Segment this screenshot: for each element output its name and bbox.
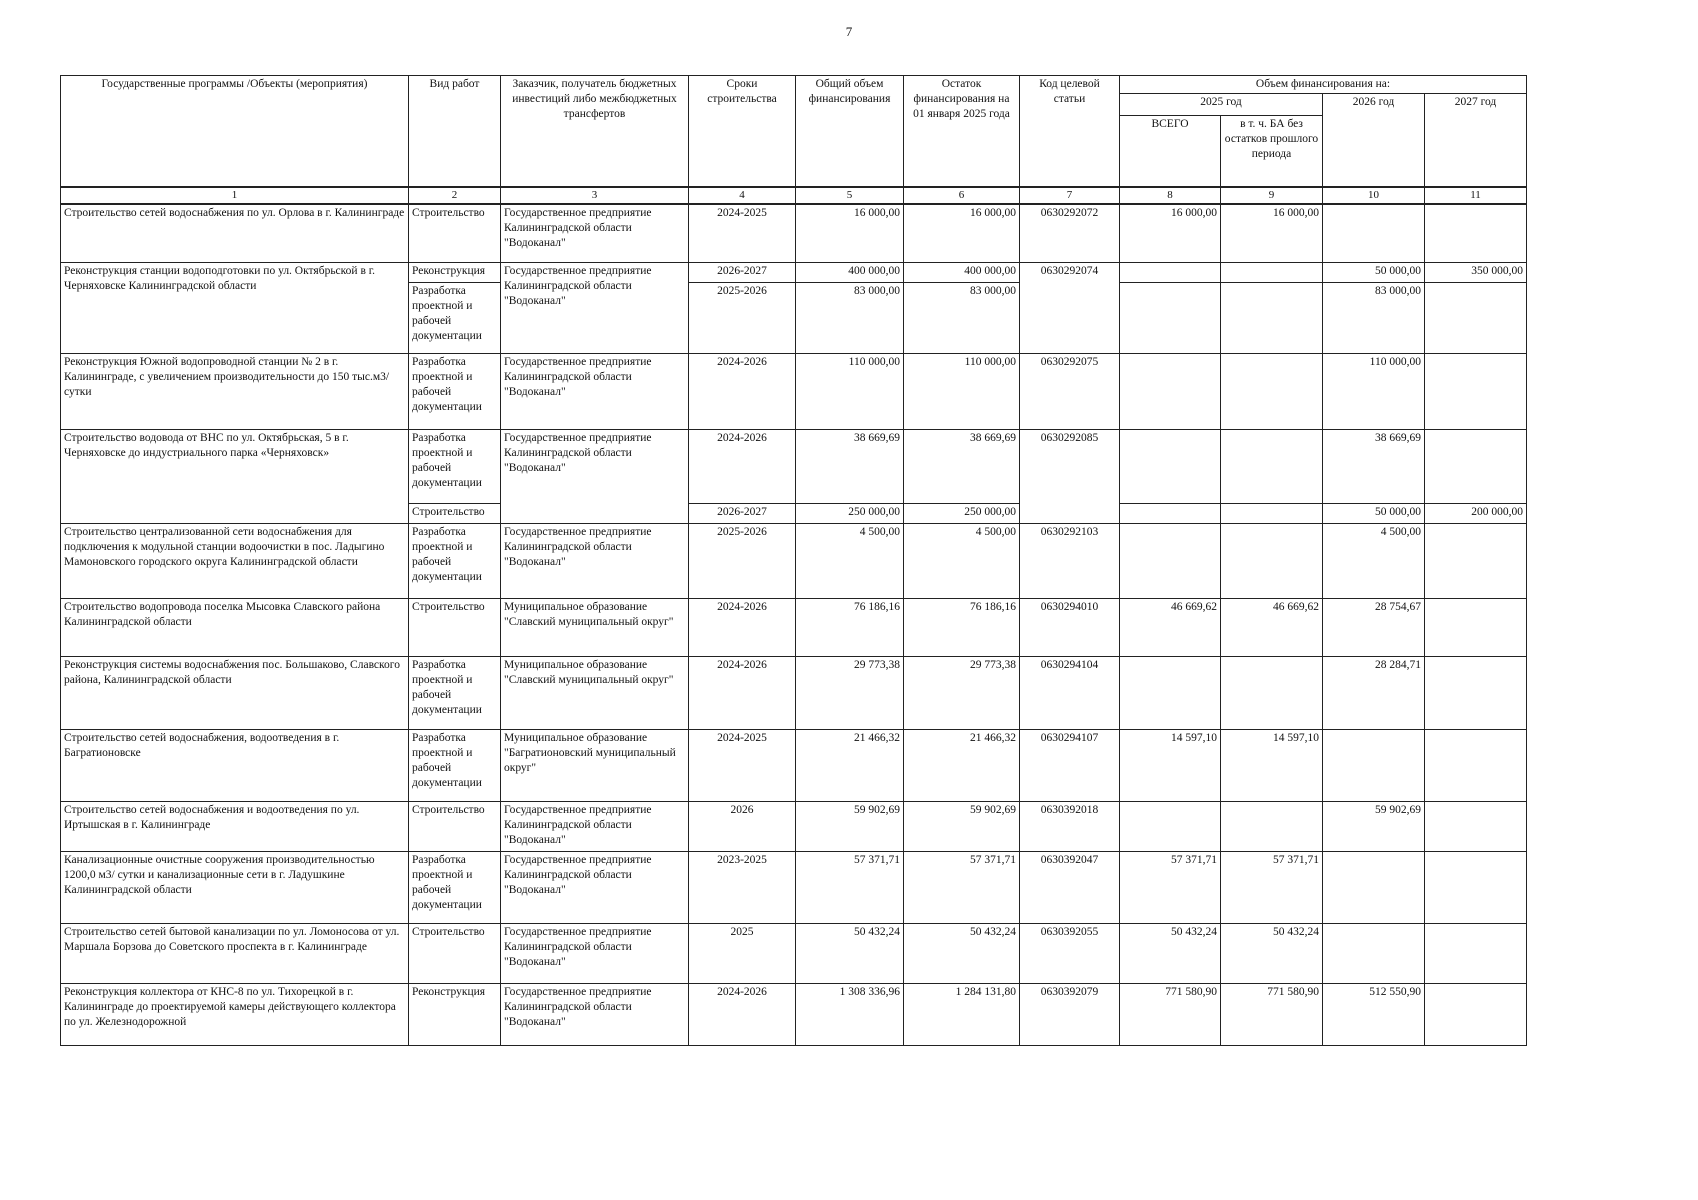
table-row (61, 657, 1527, 730)
remainder-amount: 57 371,71 (904, 852, 1020, 924)
terms: 2024-2026 (689, 354, 796, 430)
customer: Государственное предприятие Калининградской области "Водоканал" (501, 354, 689, 430)
total-amount: 16 000,00 (796, 204, 904, 263)
column-number: 8 (1120, 187, 1221, 203)
amount-2025: 57 371,71 (1120, 852, 1221, 924)
table-body (61, 204, 1527, 1046)
terms: 2026 (689, 802, 796, 852)
table-row (61, 730, 1527, 802)
customer: Государственное предприятие Калининградской области "Водоканал" (501, 430, 689, 524)
table-row (61, 430, 1527, 504)
target-code: 0630392018 (1020, 802, 1120, 852)
terms: 2026-2027 (689, 504, 796, 524)
amount-2026: 512 550,90 (1323, 984, 1425, 1046)
amount-2025-ba: 46 669,62 (1221, 599, 1323, 657)
amount-2025-ba: 16 000,00 (1221, 204, 1323, 263)
column-number: 11 (1425, 187, 1527, 203)
table-header (61, 76, 1527, 204)
amount-2027 (1425, 730, 1527, 802)
header-ba: в т. ч. БА без остатков прошлого периода (1221, 115, 1323, 187)
terms: 2025-2026 (689, 283, 796, 354)
amount-2026: 28 754,67 (1323, 599, 1425, 657)
total-amount: 76 186,16 (796, 599, 904, 657)
header-work-type: Вид работ (409, 76, 501, 188)
object-name: Реконструкция Южной водопроводной станции № 2 в г. Калининграде, с увеличением производительности до 150 тыс.м3/сутки (61, 354, 409, 430)
work-type: Разработка проектной и рабочей документации (409, 430, 501, 504)
amount-2025-ba (1221, 802, 1323, 852)
remainder-amount: 29 773,38 (904, 657, 1020, 730)
customer: Государственное предприятие Калининградской области "Водоканал" (501, 263, 689, 354)
target-code: 0630294104 (1020, 657, 1120, 730)
column-number: 7 (1020, 187, 1120, 203)
object-name: Канализационные очистные сооружения производительностью 1200,0 м3/ сутки и канализационные сети в г. Ладушкине Калининградской области (61, 852, 409, 924)
table-row (61, 354, 1527, 430)
amount-2025-ba (1221, 283, 1323, 354)
amount-2026 (1323, 852, 1425, 924)
terms: 2025-2026 (689, 524, 796, 599)
column-number: 5 (796, 187, 904, 203)
page-number: 7 (845, 24, 853, 39)
table-row (61, 802, 1527, 852)
header-program: Государственные программы /Объекты (мероприятия) (61, 76, 409, 188)
object-name: Строительство централизованной сети водоснабжения для подключения к модульной станции водоочистки в пос. Ладыгино Мамоновского городского округа Калининградской области (61, 524, 409, 599)
header-year-2027: 2027 год (1425, 93, 1527, 187)
total-amount: 110 000,00 (796, 354, 904, 430)
total-amount: 38 669,69 (796, 430, 904, 504)
header-total: Общий объем финансирования (796, 76, 904, 188)
amount-2025 (1120, 283, 1221, 354)
amount-2027 (1425, 354, 1527, 430)
object-name: Реконструкция станции водоподготовки по ул. Октябрьской в г. Черняховске Калининградской области (61, 263, 409, 354)
remainder-amount: 21 466,32 (904, 730, 1020, 802)
table-row (61, 599, 1527, 657)
work-type: Реконструкция (409, 263, 501, 283)
table-row (61, 852, 1527, 924)
customer: Муниципальное образование "Багратионовский муниципальный округ" (501, 730, 689, 802)
total-amount: 1 308 336,96 (796, 984, 904, 1046)
column-number: 1 (61, 187, 409, 203)
amount-2025 (1120, 657, 1221, 730)
remainder-amount: 400 000,00 (904, 263, 1020, 283)
terms: 2023-2025 (689, 852, 796, 924)
amount-2025: 16 000,00 (1120, 204, 1221, 263)
amount-2026 (1323, 730, 1425, 802)
customer: Государственное предприятие Калининградской области "Водоканал" (501, 802, 689, 852)
amount-2025-ba (1221, 354, 1323, 430)
amount-2026 (1323, 204, 1425, 263)
amount-2025 (1120, 263, 1221, 283)
header-code: Код целевой статьи (1020, 76, 1120, 188)
table-row (61, 263, 1527, 283)
amount-2026: 59 902,69 (1323, 802, 1425, 852)
work-type: Разработка проектной и рабочей документации (409, 852, 501, 924)
object-name: Строительство сетей водоснабжения, водоотведения в г. Багратионовске (61, 730, 409, 802)
header-remainder: Остаток финансирования на 01 января 2025 года (904, 76, 1020, 188)
remainder-amount: 4 500,00 (904, 524, 1020, 599)
terms: 2024-2025 (689, 730, 796, 802)
object-name: Строительство сетей водоснабжения и водоотведения по ул. Иртышская в г. Калининграде (61, 802, 409, 852)
work-type: Строительство (409, 204, 501, 263)
header-funding: Объем финансирования на: (1120, 76, 1527, 94)
remainder-amount: 1 284 131,80 (904, 984, 1020, 1046)
table-row (61, 924, 1527, 984)
header-all: ВСЕГО (1120, 115, 1221, 187)
amount-2027: 200 000,00 (1425, 504, 1527, 524)
amount-2025 (1120, 430, 1221, 504)
total-amount: 83 000,00 (796, 283, 904, 354)
amount-2026: 50 000,00 (1323, 263, 1425, 283)
amount-2025-ba: 50 432,24 (1221, 924, 1323, 984)
amount-2025 (1120, 802, 1221, 852)
terms: 2026-2027 (689, 263, 796, 283)
amount-2026: 28 284,71 (1323, 657, 1425, 730)
amount-2027: 350 000,00 (1425, 263, 1527, 283)
work-type: Разработка проектной и рабочей документации (409, 657, 501, 730)
total-amount: 59 902,69 (796, 802, 904, 852)
target-code: 0630294010 (1020, 599, 1120, 657)
customer: Государственное предприятие Калининградской области "Водоканал" (501, 852, 689, 924)
remainder-amount: 50 432,24 (904, 924, 1020, 984)
object-name: Реконструкция системы водоснабжения пос. Большаково, Славского района, Калининградской области (61, 657, 409, 730)
amount-2026 (1323, 924, 1425, 984)
table-row (61, 524, 1527, 599)
amount-2026: 83 000,00 (1323, 283, 1425, 354)
work-type: Разработка проектной и рабочей документации (409, 354, 501, 430)
customer: Государственное предприятие Калининградской области "Водоканал" (501, 924, 689, 984)
work-type: Разработка проектной и рабочей документации (409, 283, 501, 354)
target-code: 0630392047 (1020, 852, 1120, 924)
header-year-2026: 2026 год (1323, 93, 1425, 187)
amount-2027 (1425, 283, 1527, 354)
amount-2025-ba (1221, 524, 1323, 599)
amount-2025-ba: 14 597,10 (1221, 730, 1323, 802)
remainder-amount: 110 000,00 (904, 354, 1020, 430)
amount-2027 (1425, 430, 1527, 504)
remainder-amount: 83 000,00 (904, 283, 1020, 354)
amount-2025 (1120, 354, 1221, 430)
amount-2027 (1425, 924, 1527, 984)
header-terms: Сроки строительства (689, 76, 796, 188)
total-amount: 4 500,00 (796, 524, 904, 599)
column-number: 9 (1221, 187, 1323, 203)
customer: Муниципальное образование "Славский муниципальный округ" (501, 657, 689, 730)
amount-2027 (1425, 524, 1527, 599)
amount-2027 (1425, 802, 1527, 852)
object-name: Строительство сетей бытовой канализации по ул. Ломоносова от ул. Маршала Борзова до Советского проспекта в г. Калининграде (61, 924, 409, 984)
customer: Государственное предприятие Калининградской области "Водоканал" (501, 984, 689, 1046)
header-year-2025: 2025 год (1120, 93, 1323, 115)
work-type: Реконструкция (409, 984, 501, 1046)
remainder-amount: 16 000,00 (904, 204, 1020, 263)
amount-2025-ba (1221, 263, 1323, 283)
amount-2025 (1120, 504, 1221, 524)
amount-2025-ba (1221, 504, 1323, 524)
terms: 2024-2026 (689, 430, 796, 504)
financing-table (60, 75, 1527, 1046)
table-row (61, 984, 1527, 1046)
work-type: Строительство (409, 504, 501, 524)
total-amount: 250 000,00 (796, 504, 904, 524)
terms: 2024-2026 (689, 599, 796, 657)
amount-2027 (1425, 204, 1527, 263)
amount-2027 (1425, 852, 1527, 924)
object-name: Строительство водовода от ВНС по ул. Октябрьская, 5 в г. Черняховске до индустриального парка «Черняховск» (61, 430, 409, 524)
total-amount: 57 371,71 (796, 852, 904, 924)
amount-2027 (1425, 657, 1527, 730)
amount-2025-ba: 57 371,71 (1221, 852, 1323, 924)
amount-2025: 46 669,62 (1120, 599, 1221, 657)
work-type: Разработка проектной и рабочей документации (409, 730, 501, 802)
work-type: Строительство (409, 599, 501, 657)
total-amount: 50 432,24 (796, 924, 904, 984)
target-code: 0630292075 (1020, 354, 1120, 430)
target-code: 0630294107 (1020, 730, 1120, 802)
remainder-amount: 76 186,16 (904, 599, 1020, 657)
total-amount: 21 466,32 (796, 730, 904, 802)
customer: Государственное предприятие Калининградской области "Водоканал" (501, 524, 689, 599)
amount-2026: 38 669,69 (1323, 430, 1425, 504)
target-code: 0630292072 (1020, 204, 1120, 263)
terms: 2024-2026 (689, 984, 796, 1046)
work-type: Строительство (409, 802, 501, 852)
amount-2027 (1425, 984, 1527, 1046)
terms: 2024-2026 (689, 657, 796, 730)
column-number: 2 (409, 187, 501, 203)
object-name: Строительство водопровода поселка Мысовка Славского района Калининградской области (61, 599, 409, 657)
object-name: Строительство сетей водоснабжения по ул. Орлова в г. Калининграде (61, 204, 409, 263)
remainder-amount: 59 902,69 (904, 802, 1020, 852)
amount-2025-ba: 771 580,90 (1221, 984, 1323, 1046)
work-type: Разработка проектной и рабочей документации (409, 524, 501, 599)
amount-2026: 110 000,00 (1323, 354, 1425, 430)
total-amount: 400 000,00 (796, 263, 904, 283)
table-row (61, 204, 1527, 263)
work-type: Строительство (409, 924, 501, 984)
target-code: 0630292085 (1020, 430, 1120, 524)
customer: Муниципальное образование "Славский муниципальный округ" (501, 599, 689, 657)
column-numbers-row (61, 187, 1527, 203)
amount-2025: 50 432,24 (1120, 924, 1221, 984)
column-number: 10 (1323, 187, 1425, 203)
amount-2027 (1425, 599, 1527, 657)
amount-2025: 771 580,90 (1120, 984, 1221, 1046)
header-customer: Заказчик, получатель бюджетных инвестиций либо межбюджетных трансфертов (501, 76, 689, 188)
customer: Государственное предприятие Калининградской области "Водоканал" (501, 204, 689, 263)
amount-2025 (1120, 524, 1221, 599)
column-number: 3 (501, 187, 689, 203)
amount-2025-ba (1221, 430, 1323, 504)
total-amount: 29 773,38 (796, 657, 904, 730)
terms: 2024-2025 (689, 204, 796, 263)
terms: 2025 (689, 924, 796, 984)
amount-2026: 4 500,00 (1323, 524, 1425, 599)
column-number: 6 (904, 187, 1020, 203)
remainder-amount: 38 669,69 (904, 430, 1020, 504)
object-name: Реконструкция коллектора от КНС-8 по ул. Тихорецкой в г. Калининграде до проектируемой камеры действующего коллектора по ул. Железнодорожной (61, 984, 409, 1046)
amount-2025: 14 597,10 (1120, 730, 1221, 802)
target-code: 0630292103 (1020, 524, 1120, 599)
target-code: 0630392055 (1020, 924, 1120, 984)
target-code: 0630392079 (1020, 984, 1120, 1046)
remainder-amount: 250 000,00 (904, 504, 1020, 524)
amount-2025-ba (1221, 657, 1323, 730)
amount-2026: 50 000,00 (1323, 504, 1425, 524)
target-code: 0630292074 (1020, 263, 1120, 354)
column-number: 4 (689, 187, 796, 203)
